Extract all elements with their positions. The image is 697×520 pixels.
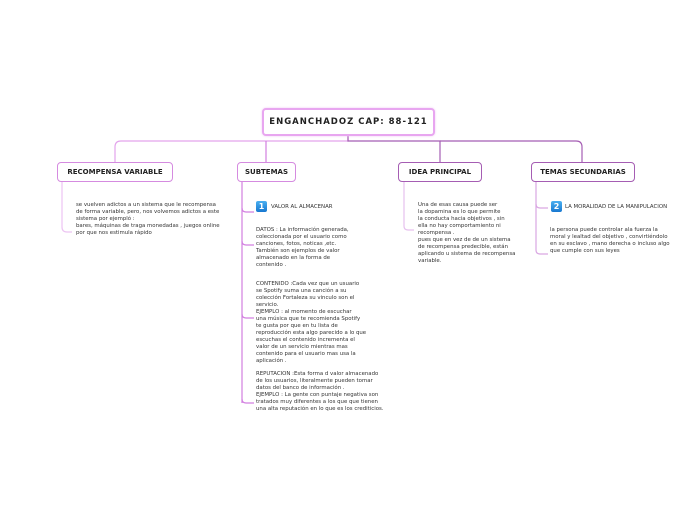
moralidad-label[interactable]: LA MORALIDAD DE LA MANIPULACION bbox=[565, 204, 668, 210]
datos-note[interactable]: DATOS : La información generada, coleccionada por el usuario como canciones, fotos, noticas ,etc. También son ejemplos de valor almacenado en la forma de contenido . bbox=[256, 227, 349, 268]
connector-idea-note bbox=[404, 182, 414, 230]
valor-almacenar-label[interactable]: VALOR AL ALMACENAR bbox=[271, 204, 333, 210]
connector-recompensa-note bbox=[62, 182, 72, 232]
reputacion-note[interactable]: REPUTACION :Esta forma d valor almacenado de los usuarios, literalmente pueden tomar datos del banco de información . EJEMPLO : La gente con puntaje negativa son tratados muy diferentes a los que que tienen una alta reputación en lo que es los crediticios. bbox=[256, 371, 384, 412]
node-temas-secundarias[interactable]: TEMAS SECUNDARIAS bbox=[531, 162, 635, 182]
node-recompensa-variable[interactable]: RECOMPENSA VARIABLE bbox=[57, 162, 173, 182]
recompensa-note[interactable]: se vuelven adictos a un sistema que le recompensa de forma variable, pero, nos volvemos adictos a este sistema por ejempló : bares, máquinas de traga monedadas , juegos online por que nos estimula rápido bbox=[76, 202, 220, 236]
temas-note[interactable]: la persona puede controlar ala fuerza la moral y lealtad del objetivo , convirtiéndolo en su esclavo , mano derecha o incluso algo que cumple con sus leyes bbox=[550, 227, 670, 254]
connector-recompensa bbox=[115, 136, 348, 162]
connector-temas-children bbox=[536, 182, 548, 254]
node-idea-principal[interactable]: IDEA PRINCIPAL bbox=[398, 162, 482, 182]
central-topic[interactable]: ENGANCHADOZ CAP: 88-121 bbox=[262, 108, 435, 136]
connector-temas bbox=[440, 141, 582, 162]
connector-idea bbox=[348, 136, 440, 162]
node-subtemas[interactable]: SUBTEMAS bbox=[237, 162, 296, 182]
contenido-note[interactable]: CONTENIDO :Cada vez que un usuario se Spotify suma una canción a su colección Fortaleza su vinculo son el servicio. EJEMPLO : al momento de escuchar una música que te recomienda Spotify te gusta por que en tu lista de reproducción esta algo parecido a lo que escuchas el contenido incrementa el valor de un servicio mientras mas contenido para el usuario mas usa la aplicación . bbox=[256, 281, 367, 364]
priority-1-icon: 1 bbox=[256, 201, 267, 212]
priority-2-icon: 2 bbox=[551, 201, 562, 212]
idea-principal-note[interactable]: Una de esas causa puede ser la dopamina es lo que permite la conducta hacia objetivos , sin ella no hay comportamiento ni recompensa . pues que en vez de de un sistema de recompensa predecible, están aplicando u sistema de recompensa variable. bbox=[418, 202, 516, 264]
